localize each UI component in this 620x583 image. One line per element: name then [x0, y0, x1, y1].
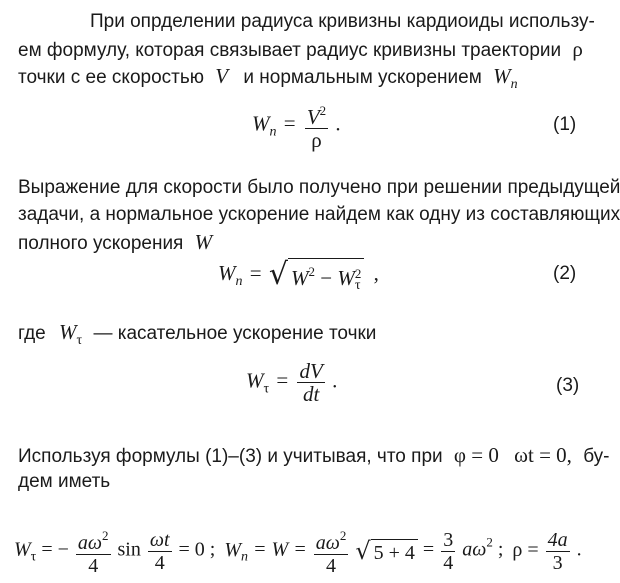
text: Используя формулы (1)–(3) и учитывая, что при — [18, 446, 443, 467]
eq2-comma: , — [373, 260, 379, 285]
acceleration-symbol: W — [493, 64, 511, 88]
equation-4 — [14, 525, 582, 577]
eq1-lhs: W — [252, 111, 270, 136]
paragraph-4-line-2 — [18, 470, 110, 494]
eq2-wt-sup: 2 — [354, 266, 362, 282]
eq2-lhs: W — [218, 260, 236, 285]
eq3-lhs-sub: τ — [263, 381, 270, 397]
eq4-fraction-2 — [148, 529, 172, 574]
paragraph-1-line-1 — [90, 10, 595, 34]
equation-3: $W_\tau$ = $\frac{dV}{dt}$ . — [246, 359, 338, 406]
eq1-numerator: V — [306, 105, 320, 129]
text: — касательное ускорение точки — [93, 323, 377, 344]
eq1-fraction — [305, 100, 328, 151]
text: и нормальным ускорением — [243, 67, 482, 88]
paragraph-2-line-3 — [18, 230, 212, 256]
velocity-symbol: V — [215, 64, 229, 88]
text: бу- — [583, 446, 610, 467]
eq2-wt-sub: τ — [354, 278, 361, 294]
subscript: τ — [76, 333, 83, 348]
eq4-aw: aω — [462, 538, 487, 561]
eq4-sin: sin — [117, 538, 141, 561]
eq4-equals-minus: = − — [41, 538, 69, 561]
eq4-f3-num: aω — [315, 532, 340, 554]
eq4-wn-sub: n — [241, 549, 249, 565]
text: дем иметь — [18, 471, 111, 492]
tangential-acceleration-symbol: W — [59, 320, 77, 344]
eq3-denominator: dt — [302, 382, 320, 406]
eq4-f3-sup: 2 — [339, 528, 347, 543]
eq4-f5-num: 4a — [547, 528, 568, 551]
radical-sign: √ — [355, 537, 371, 565]
eq4-f4-num: 3 — [443, 528, 454, 551]
eq1-sup: 2 — [319, 103, 327, 118]
eq1-lhs-sub: n — [269, 124, 277, 140]
eq4-f1-num: aω — [77, 532, 102, 554]
equation-3-number: (3) — [556, 375, 580, 396]
equation-2-number: (2) — [553, 263, 577, 284]
eq4-f1-sup: 2 — [102, 528, 109, 543]
eq4-fraction-3 — [314, 525, 349, 577]
eq4-fraction-1 — [76, 525, 111, 577]
radical-sign: √ — [268, 257, 288, 293]
eq4-wn: W — [224, 538, 242, 561]
phi-condition: φ = 0 — [453, 443, 499, 467]
eq4-f1-den: 4 — [88, 555, 99, 577]
eq3-fraction — [297, 360, 324, 405]
eq3-period: . — [332, 368, 338, 393]
eq4-wt-sub: τ — [30, 549, 37, 565]
paragraph-2-line-1 — [18, 176, 620, 200]
eq3-lhs: W — [246, 368, 264, 393]
eq4-f2-num: ωt — [149, 528, 170, 551]
equation-2: $W_n$ = √ $W^2 - W$ 2 τ , — [218, 257, 379, 294]
text: задачи, а нормальное ускорение найдем как одну из составляющих — [18, 204, 620, 225]
rho-symbol: ρ — [572, 37, 583, 61]
text: ем формулу, которая связывает радиус кривизны траектории — [18, 40, 562, 61]
eq4-f3-den: 4 — [326, 555, 337, 577]
equation-1-number: (1) — [553, 114, 577, 135]
eq4-period: . — [576, 538, 582, 561]
eq4-sqrt — [355, 537, 418, 565]
eq4-rho: ρ = — [512, 538, 539, 561]
eq4-aw-sup: 2 — [486, 534, 493, 550]
eq3-numerator: dV — [299, 359, 323, 383]
subscript: n — [510, 77, 518, 92]
text: точки с ее скоростью — [18, 67, 205, 88]
eq2-lhs-sub: n — [235, 273, 243, 289]
eq2-minus: − — [320, 266, 333, 290]
eq4-fraction-4 — [441, 529, 455, 574]
eq1-period: . — [335, 111, 341, 136]
paragraph-2-line-2 — [18, 203, 620, 227]
eq4-wt: W — [14, 538, 31, 561]
eq2-wt: W — [337, 266, 355, 290]
eq4-equals-w: = W = — [253, 538, 307, 561]
eq2-w: W — [290, 266, 309, 290]
paragraph-1-line-3 — [18, 64, 518, 97]
eq4-equals-zero: = 0 ; — [178, 538, 216, 561]
eq4-root-content: 5 + 4 — [371, 539, 418, 564]
eq4-f2-den: 4 — [154, 551, 165, 574]
eq2-w-sup: 2 — [308, 264, 315, 279]
text: где — [18, 323, 46, 344]
paragraph-1-line-2 — [18, 37, 583, 63]
paragraph-3 — [18, 320, 376, 353]
omega-t-condition: ωt = 0, — [514, 443, 572, 467]
eq4-f4-den: 4 — [443, 551, 454, 574]
eq4-fraction-5 — [546, 529, 570, 574]
text: полного ускорения — [18, 233, 184, 254]
paragraph-4-line-1 — [18, 443, 609, 469]
equation-1: $W_n$ = $\frac{V^2}{\rho}$ . — [252, 100, 341, 151]
eq1-denominator: ρ — [311, 128, 322, 152]
text: При опрделении радиуса кривизны кардиоиды использу- — [90, 11, 595, 32]
text: Выражение для скорости было получено при решении предыдущей — [18, 177, 620, 198]
eq4-equals: = — [422, 538, 435, 561]
eq4-f5-den: 3 — [552, 551, 563, 574]
eq4-semicolon: ; — [497, 538, 504, 561]
acceleration-symbol: W — [194, 230, 213, 254]
eq2-sqrt — [269, 258, 364, 292]
